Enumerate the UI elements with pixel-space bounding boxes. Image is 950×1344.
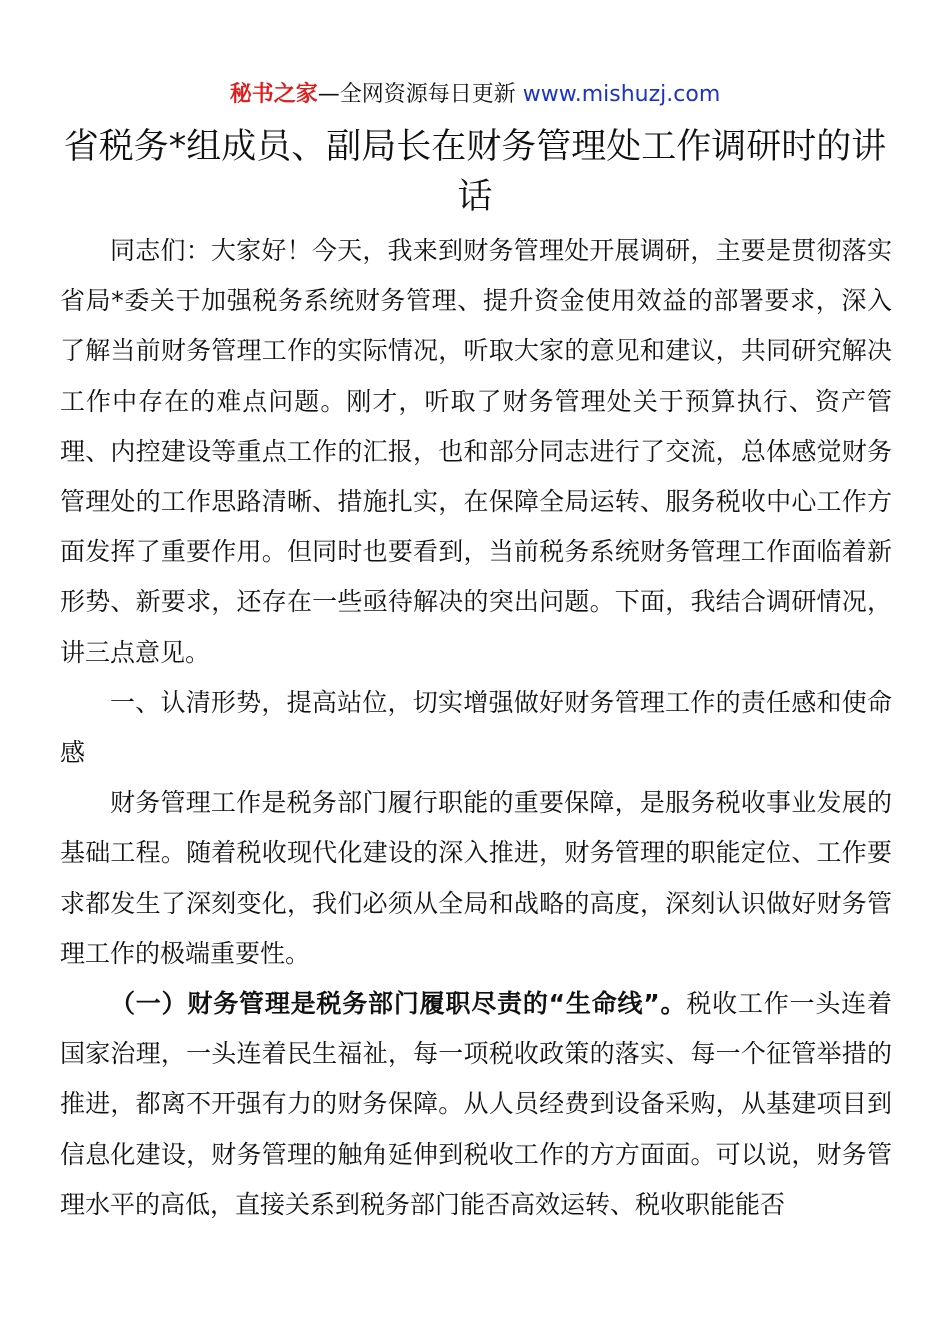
brand-name: 秘书之家 <box>229 82 318 107</box>
point-text: 税收工作一头连着国家治理，一头连着民生福祉，每一项税收政策的落实、每一个征管举措的推进，都离不开强有力的财务保障。从人员经费到设备采购，从基建项目到信息化建设，财务管理的触角延伸到税收工作的方方面面。可以说，财务管理水平的高低，直接关系到税务部门能否高效运转、税收职能能否 <box>60 989 892 1219</box>
point-paragraph <box>60 979 892 1230</box>
document-title: 省税务*组成员、副局长在财务管理处工作调研时的讲话 <box>63 127 887 217</box>
document-body <box>60 226 892 1230</box>
banner-tagline: —全网资源每日更新 <box>317 82 516 107</box>
site-banner <box>0 80 950 110</box>
site-url-link[interactable]: www.mishuzj.com <box>522 82 721 107</box>
point-lead: （一）财务管理是税务部门履职尽责的“生命线”。 <box>110 989 687 1019</box>
body-paragraph: 财务管理工作是税务部门履行职能的重要保障，是服务税收事业发展的基础工程。随着税收现代化建设的深入推进，财务管理的职能定位、工作要求都发生了深刻变化，我们必须从全局和战略的高度，深刻认识做好财务管理工作的极端重要性。 <box>60 788 892 968</box>
section-heading: 一、认清形势，提高站位，切实增强做好财务管理工作的责任感和使命感 <box>60 687 892 768</box>
opening-paragraph: 同志们：大家好！今天，我来到财务管理处开展调研，主要是贯彻落实省局*委关于加强税务系统财务管理、提升资金使用效益的部署要求，深入了解当前财务管理工作的实际情况，听取大家的意见和建议，共同研究解决工作中存在的难点问题。刚才，听取了财务管理处关于预算执行、资产管理、内控建设等重点工作的汇报，也和部分同志进行了交流，总体感觉财务管理处的工作思路清晰、措施扎实，在保障全局运转、服务税收中心工作方面发挥了重要作用。但同时也要看到，当前税务系统财务管理工作面临着新形势、新要求，还存在一些亟待解决的突出问题。下面，我结合调研情况，讲三点意见。 <box>60 236 892 667</box>
